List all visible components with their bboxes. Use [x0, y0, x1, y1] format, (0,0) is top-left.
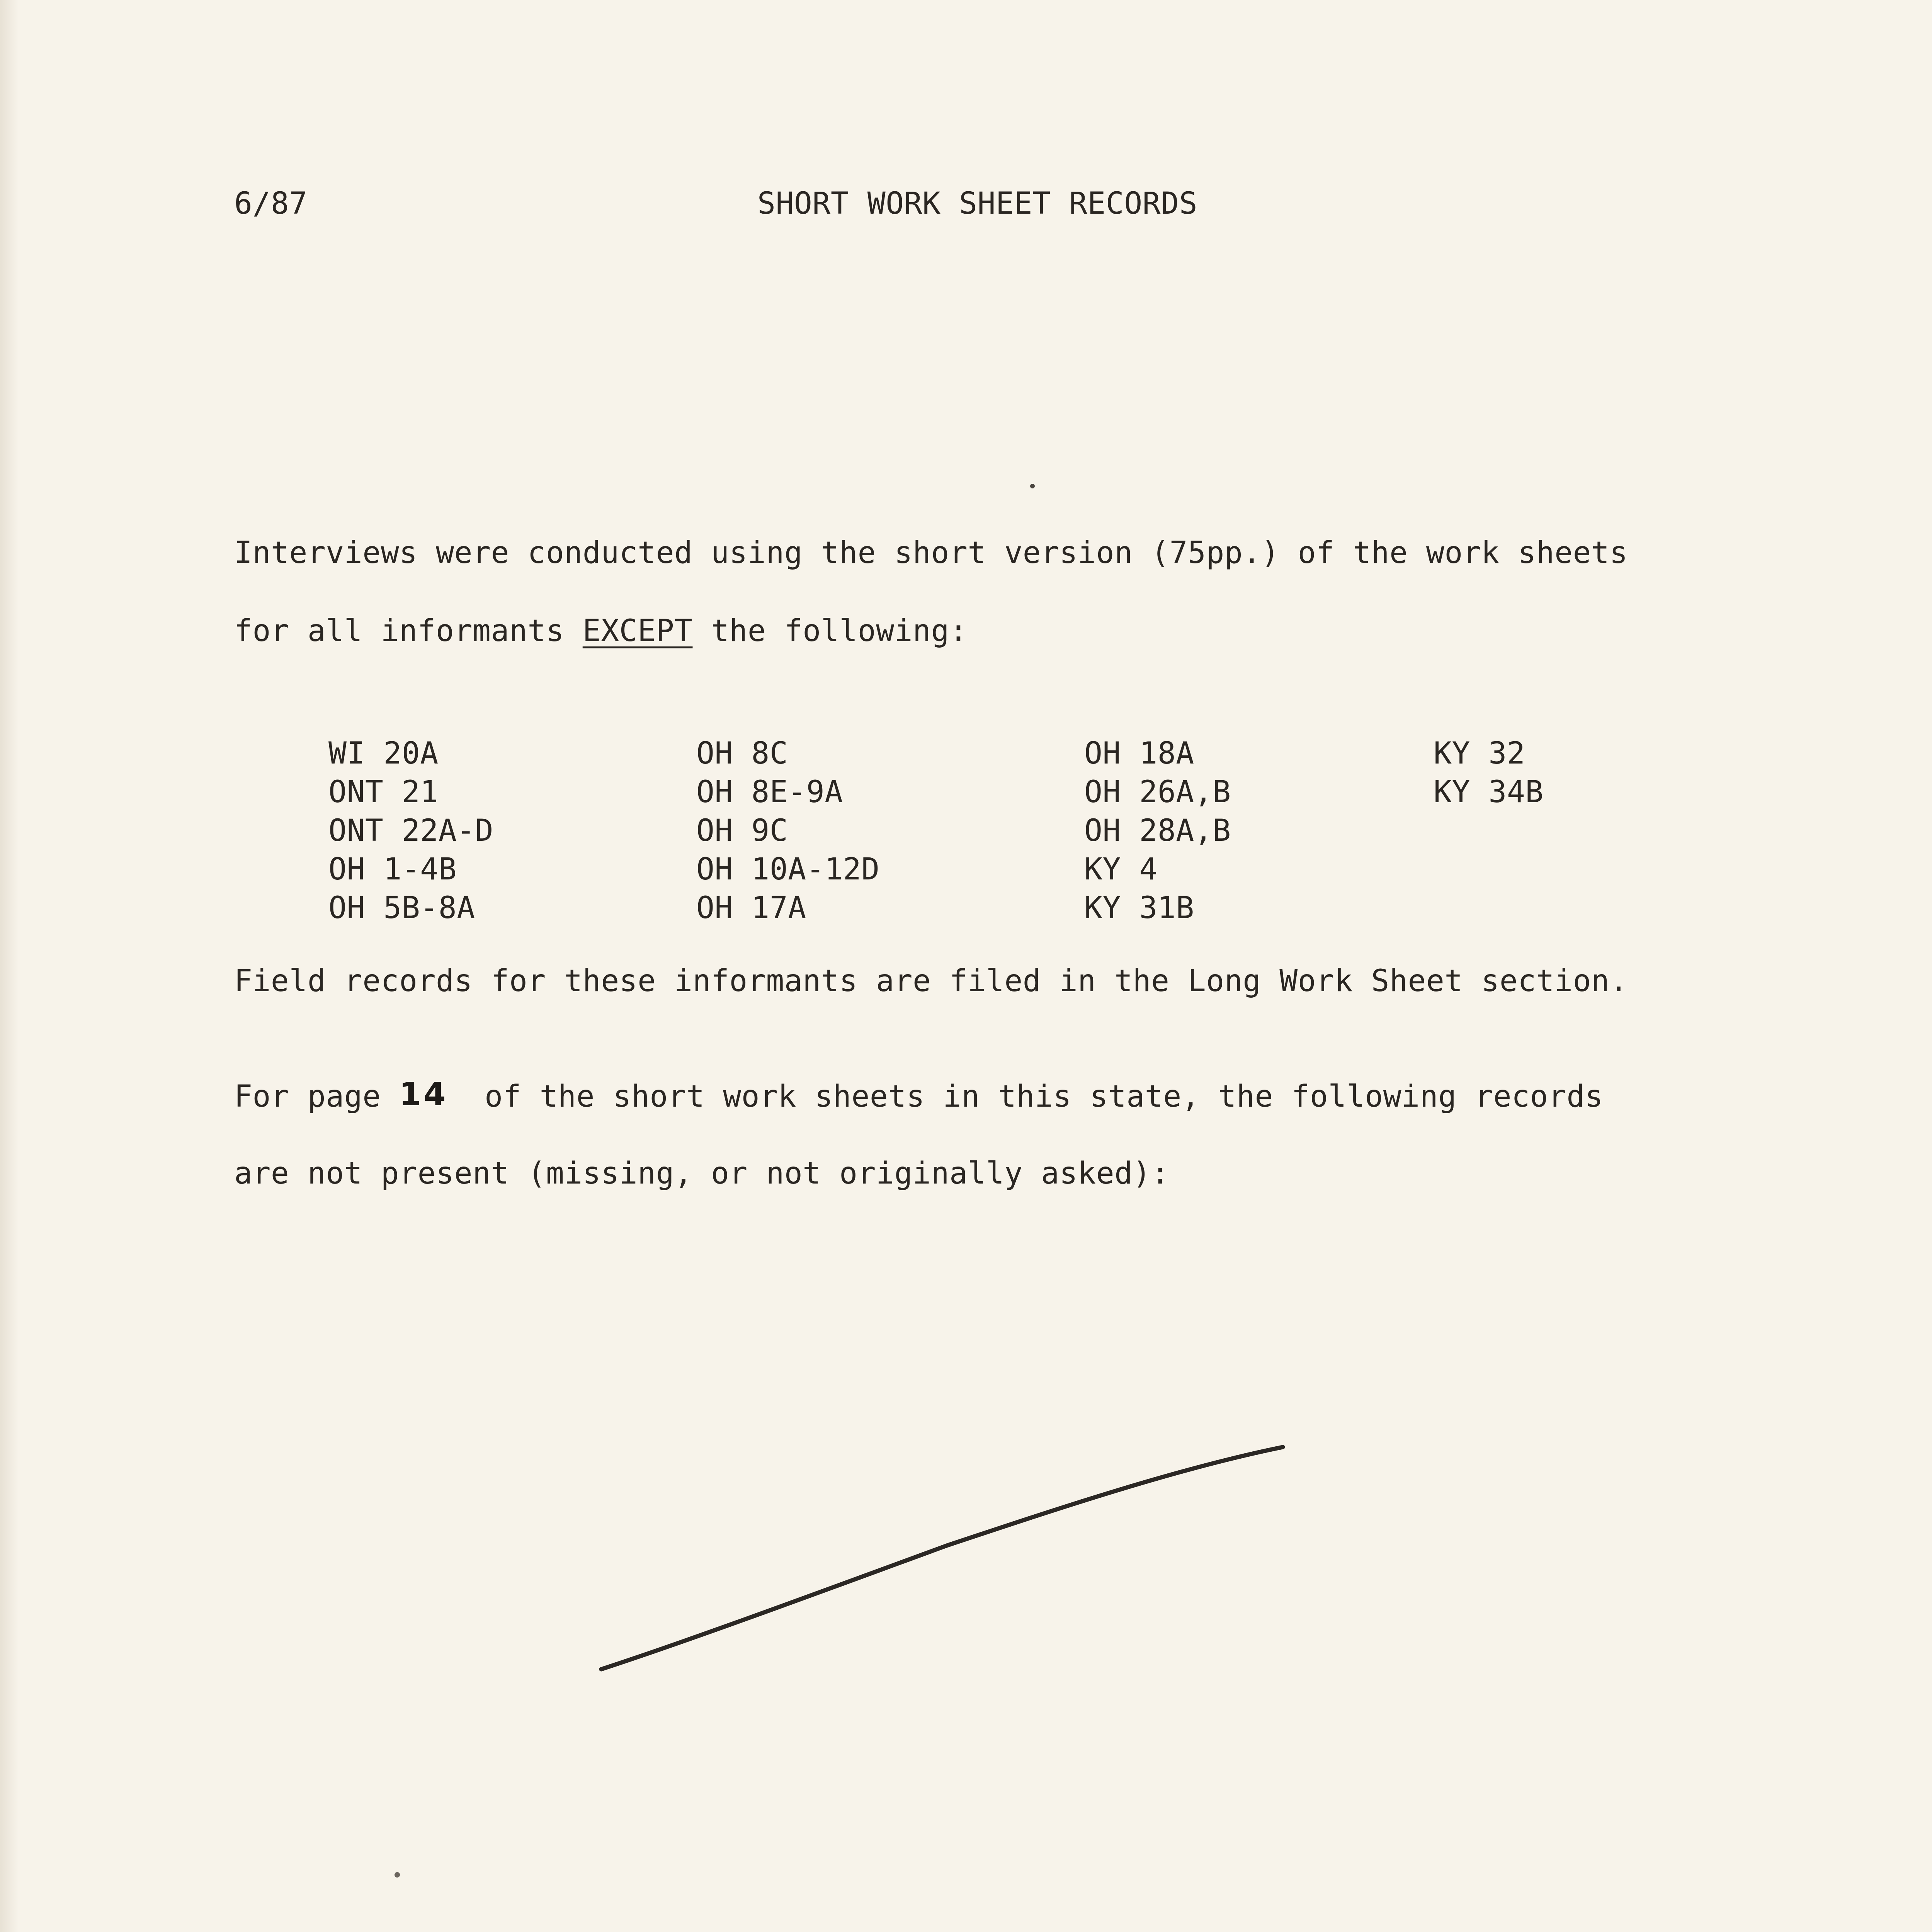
informant-column-3	[1084, 734, 1231, 927]
paper-speck	[1030, 484, 1035, 488]
intro-line-1: Interviews were conducted using the short version (75pp.) of the work sheets	[234, 536, 1628, 570]
informant-item: OH 1-4B	[328, 852, 457, 887]
page-edge-shadow	[0, 0, 19, 1932]
informant-item: KY 34B	[1434, 775, 1544, 810]
header-date: 6/87	[234, 186, 308, 221]
paper-speck	[395, 1872, 400, 1878]
informant-item: ONT 21	[328, 775, 439, 810]
informant-column-2	[696, 734, 880, 927]
informant-item: OH 18A	[1084, 736, 1194, 771]
informant-item: OH 9C	[696, 813, 788, 848]
except-emphasis: EXCEPT	[582, 614, 693, 648]
informant-item: OH 5B-8A	[328, 891, 475, 925]
page-note-line-1	[234, 1076, 1604, 1114]
field-records-note: Field records for these informants are filed in the Long Work Sheet section.	[234, 964, 1628, 998]
page-title: SHORT WORK SHEET RECORDS	[757, 186, 1198, 221]
informant-item: OH 8E-9A	[696, 775, 843, 810]
pen-stroke	[601, 1447, 1283, 1669]
page-note-start: For page	[234, 1079, 400, 1114]
informant-item: KY 32	[1434, 736, 1526, 771]
informant-column-1	[328, 734, 493, 927]
informant-item: KY 4	[1084, 852, 1158, 887]
informant-item: WI 20A	[328, 736, 439, 771]
informant-item: KY 31B	[1084, 891, 1194, 925]
informant-item: ONT 22A-D	[328, 813, 494, 848]
informant-item: OH 26A,B	[1084, 775, 1231, 810]
intro-line-2-start: for all informants	[234, 614, 583, 648]
intro-line-2	[234, 616, 968, 646]
informant-item: OH 8C	[696, 736, 788, 771]
page-note-line-2: are not present (missing, or not originally asked):	[234, 1156, 1170, 1191]
handwritten-page-number: 14	[399, 1076, 448, 1113]
informant-item: OH 28A,B	[1084, 813, 1231, 848]
informant-column-4	[1434, 734, 1544, 811]
informant-item: OH 17A	[696, 891, 806, 925]
page-note-end: of the short work sheets in this state, the following records	[448, 1079, 1604, 1114]
intro-line-2-end: the following:	[692, 614, 968, 648]
informant-item: OH 10A-12D	[696, 852, 880, 887]
